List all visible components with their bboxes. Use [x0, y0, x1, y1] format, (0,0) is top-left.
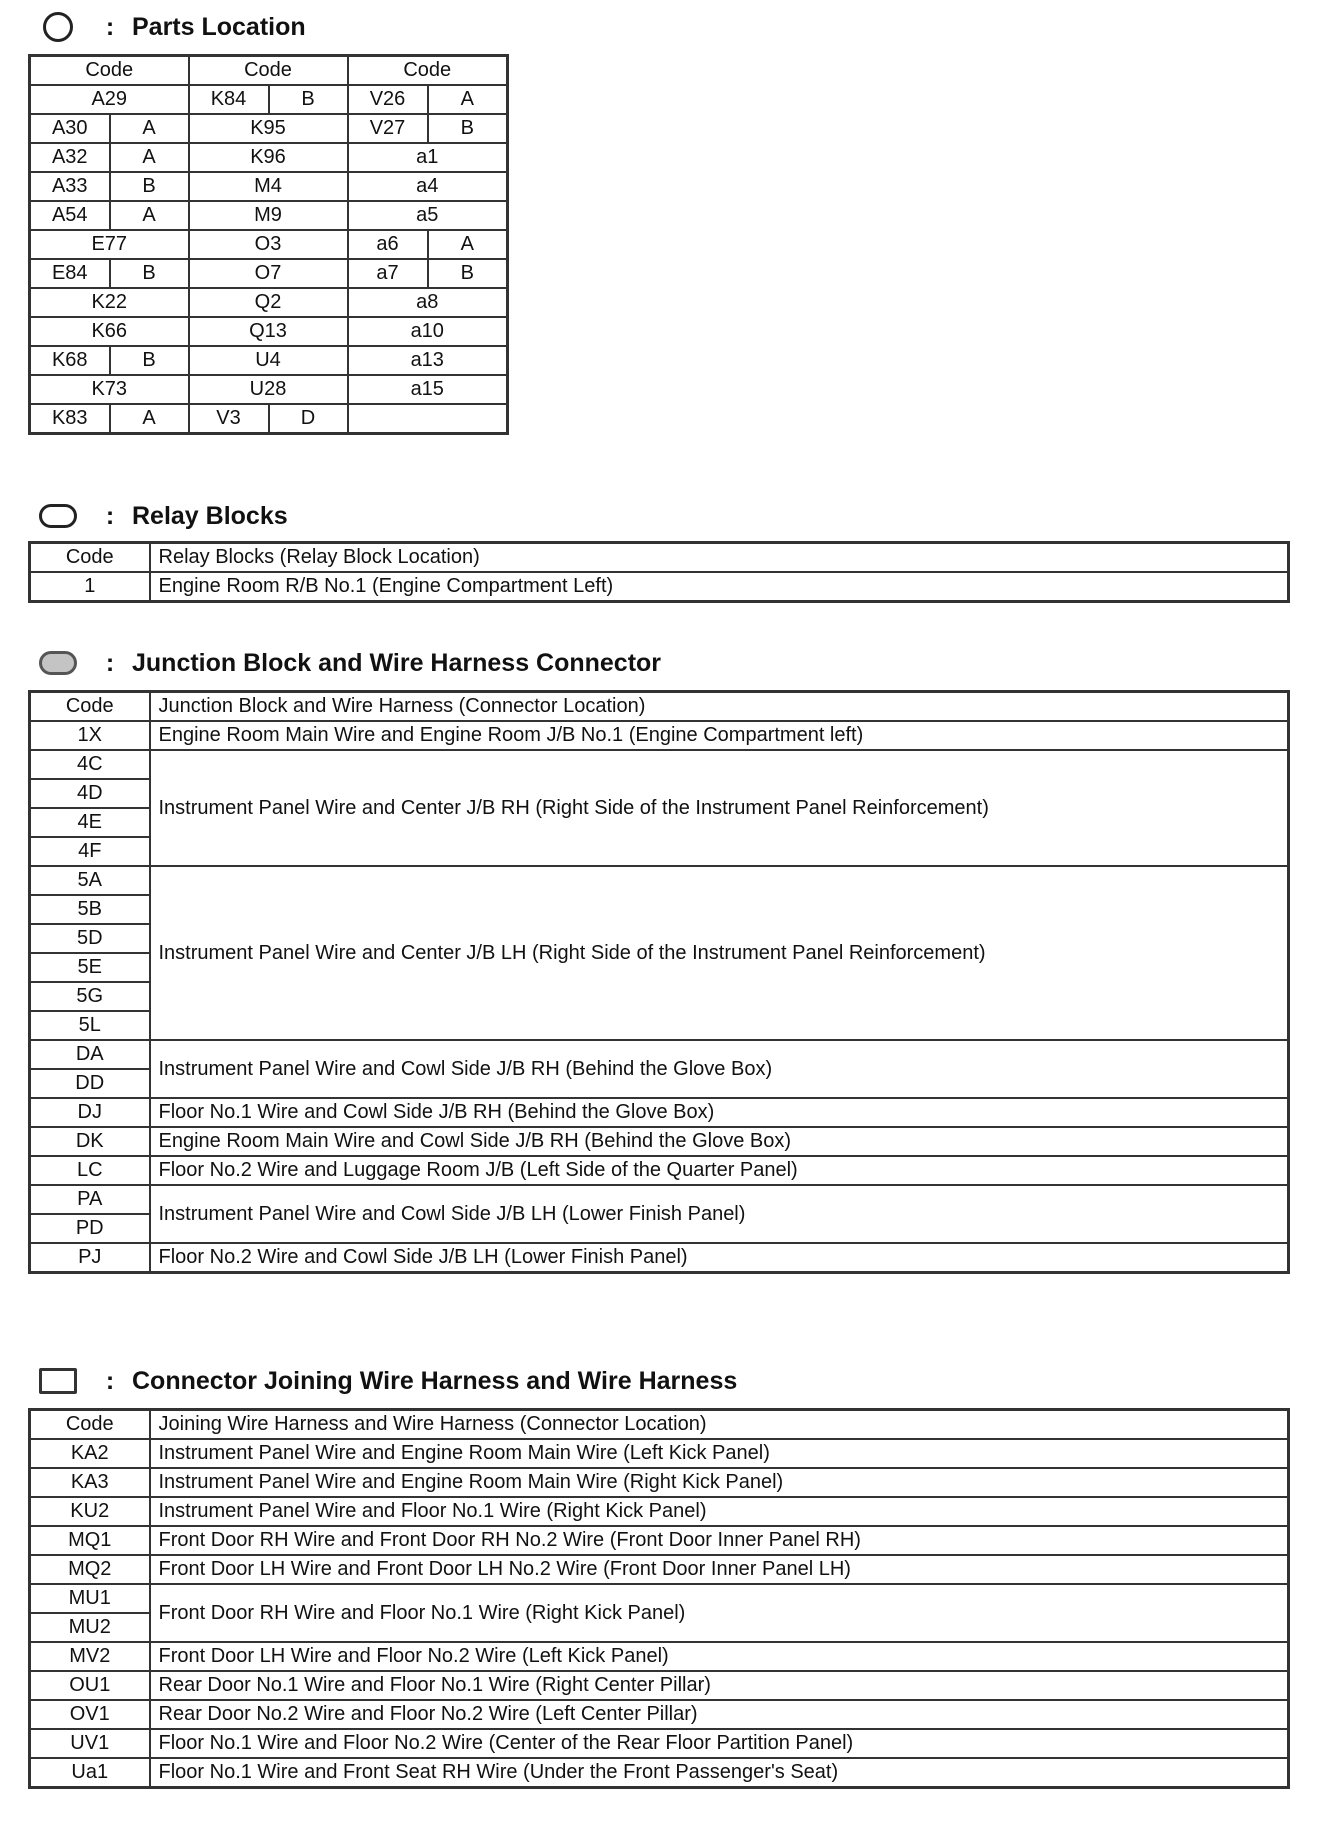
connector-code: 5A: [30, 866, 150, 895]
connector-description: Floor No.2 Wire and Cowl Side J/B LH (Lower Finish Panel): [150, 1243, 1289, 1273]
table-row: [30, 1127, 1289, 1156]
section-title: Relay Blocks: [132, 501, 288, 530]
connector-description: Front Door RH Wire and Front Door RH No.2 Wire (Front Door Inner Panel RH): [150, 1526, 1289, 1555]
table-row: [30, 230, 508, 259]
part-code: M4: [189, 172, 348, 201]
table-row: [30, 1468, 1289, 1497]
connector-code: DJ: [30, 1098, 150, 1127]
part-location-letter: A: [110, 201, 189, 230]
part-code: E77: [30, 230, 189, 259]
connector-description: Floor No.1 Wire and Front Seat RH Wire (Under the Front Passenger's Seat): [150, 1758, 1289, 1788]
connector-code: MU2: [30, 1613, 150, 1642]
table-row: [30, 346, 508, 375]
column-header-code: Code: [30, 543, 150, 573]
connector-description: Instrument Panel Wire and Engine Room Main Wire (Right Kick Panel): [150, 1468, 1289, 1497]
table-row: [30, 85, 508, 114]
connector-table: [28, 1408, 1290, 1789]
table-row: [30, 1642, 1289, 1671]
connector-description: Rear Door No.1 Wire and Floor No.1 Wire (Right Center Pillar): [150, 1671, 1289, 1700]
part-code: Q2: [189, 288, 348, 317]
part-code: K68: [30, 346, 110, 375]
connector-code: OV1: [30, 1700, 150, 1729]
junction-block-table: [28, 690, 1290, 1274]
part-code: K73: [30, 375, 189, 404]
relay-blocks-section: [28, 493, 1290, 603]
table-row: [30, 1671, 1289, 1700]
connector-section: [28, 1358, 1290, 1789]
table-row: [30, 172, 508, 201]
part-code: a5: [348, 201, 508, 230]
connector-description: Floor No.2 Wire and Luggage Room J/B (Left Side of the Quarter Panel): [150, 1156, 1289, 1185]
connector-code: MQ2: [30, 1555, 150, 1584]
connector-description: Instrument Panel Wire and Center J/B LH (Right Side of the Instrument Panel Reinforcement): [150, 866, 1289, 1040]
section-title: Junction Block and Wire Harness Connector: [132, 648, 662, 677]
part-code: a10: [348, 317, 508, 346]
connector-description: Floor No.1 Wire and Cowl Side J/B RH (Behind the Glove Box): [150, 1098, 1289, 1127]
table-row: [30, 1156, 1289, 1185]
connector-description: Engine Room R/B No.1 (Engine Compartment Left): [150, 572, 1289, 602]
shaded-oval-icon: [28, 651, 88, 675]
table-row: [30, 317, 508, 346]
connector-code: PD: [30, 1214, 150, 1243]
connector-code: 5E: [30, 953, 150, 982]
part-code: A29: [30, 85, 189, 114]
connector-code: MU1: [30, 1584, 150, 1613]
connector-code: KA3: [30, 1468, 150, 1497]
part-location-letter: B: [269, 85, 348, 114]
part-code: A33: [30, 172, 110, 201]
table-row: [30, 572, 1289, 602]
part-code: A30: [30, 114, 110, 143]
connector-description: Engine Room Main Wire and Cowl Side J/B RH (Behind the Glove Box): [150, 1127, 1289, 1156]
connector-code: 5G: [30, 982, 150, 1011]
connector-code: PA: [30, 1185, 150, 1214]
section-title: Parts Location: [132, 12, 306, 41]
connector-code: 1: [30, 572, 150, 602]
column-header-description: Junction Block and Wire Harness (Connector Location): [150, 692, 1289, 722]
part-code: a6: [348, 230, 428, 259]
connector-code: KA2: [30, 1439, 150, 1468]
part-code: a15: [348, 375, 508, 404]
circle-icon: [28, 12, 88, 42]
connector-description: Engine Room Main Wire and Engine Room J/B No.1 (Engine Compartment left): [150, 721, 1289, 750]
connector-description: Instrument Panel Wire and Engine Room Main Wire (Left Kick Panel): [150, 1439, 1289, 1468]
connector-code: 5D: [30, 924, 150, 953]
junction-block-heading: : Junction Block and Wire Harness Connector: [28, 640, 1290, 686]
column-header-code: Code: [30, 1410, 150, 1440]
connector-code: DA: [30, 1040, 150, 1069]
part-location-letter: B: [428, 259, 508, 288]
connector-description: Instrument Panel Wire and Center J/B RH (Right Side of the Instrument Panel Reinforcement): [150, 750, 1289, 866]
part-code: [348, 404, 508, 434]
part-location-letter: B: [428, 114, 508, 143]
table-row: [30, 375, 508, 404]
part-location-letter: B: [110, 259, 189, 288]
connector-description: Rear Door No.2 Wire and Floor No.2 Wire (Left Center Pillar): [150, 1700, 1289, 1729]
part-code: Q13: [189, 317, 348, 346]
part-location-letter: A: [110, 114, 189, 143]
connector-description: Floor No.1 Wire and Floor No.2 Wire (Center of the Rear Floor Partition Panel): [150, 1729, 1289, 1758]
column-header-code: Code: [30, 692, 150, 722]
header-row: [30, 543, 1289, 573]
connector-description: Front Door LH Wire and Floor No.2 Wire (Left Kick Panel): [150, 1642, 1289, 1671]
connector-code: MV2: [30, 1642, 150, 1671]
part-code: K95: [189, 114, 348, 143]
section-title: Connector Joining Wire Harness and Wire Harness: [132, 1366, 738, 1395]
part-code: A54: [30, 201, 110, 230]
connector-code: UV1: [30, 1729, 150, 1758]
part-code: O7: [189, 259, 348, 288]
connector-code: 5L: [30, 1011, 150, 1040]
part-code: a4: [348, 172, 508, 201]
table-row: [30, 143, 508, 172]
table-row: [30, 1700, 1289, 1729]
part-code: U4: [189, 346, 348, 375]
column-header-description: Joining Wire Harness and Wire Harness (Connector Location): [150, 1410, 1289, 1440]
table-row: [30, 201, 508, 230]
header-row: [30, 56, 508, 86]
part-code: M9: [189, 201, 348, 230]
junction-block-section: [28, 640, 1290, 1274]
column-header: Code: [189, 56, 348, 86]
column-header-description: Relay Blocks (Relay Block Location): [150, 543, 1289, 573]
relay-blocks-heading: : Relay Blocks: [28, 493, 1290, 539]
connector-description: Instrument Panel Wire and Cowl Side J/B LH (Lower Finish Panel): [150, 1185, 1289, 1243]
table-row: [30, 866, 1289, 895]
table-row: [30, 288, 508, 317]
connector-code: 4E: [30, 808, 150, 837]
table-row: [30, 1439, 1289, 1468]
table-row: [30, 1243, 1289, 1273]
part-location-letter: D: [269, 404, 348, 434]
header-row: [30, 1410, 1289, 1440]
part-location-letter: B: [110, 172, 189, 201]
connector-code: 5B: [30, 895, 150, 924]
parts-location-heading: : Parts Location: [28, 4, 509, 50]
relay-blocks-table: [28, 541, 1290, 603]
table-row: [30, 114, 508, 143]
part-location-letter: A: [428, 85, 508, 114]
part-code: K83: [30, 404, 110, 434]
connector-code: KU2: [30, 1497, 150, 1526]
connector-code: DK: [30, 1127, 150, 1156]
table-row: [30, 1526, 1289, 1555]
part-code: a1: [348, 143, 508, 172]
connector-code: 1X: [30, 721, 150, 750]
part-code: K96: [189, 143, 348, 172]
connector-description: Front Door RH Wire and Floor No.1 Wire (Right Kick Panel): [150, 1584, 1289, 1642]
table-row: [30, 1497, 1289, 1526]
table-row: [30, 1185, 1289, 1214]
part-location-letter: A: [110, 143, 189, 172]
connector-code: MQ1: [30, 1526, 150, 1555]
connector-code: OU1: [30, 1671, 150, 1700]
parts-location-table: [28, 54, 509, 435]
part-location-letter: A: [428, 230, 508, 259]
table-row: [30, 1555, 1289, 1584]
rectangle-icon: [28, 1368, 88, 1394]
part-code: K22: [30, 288, 189, 317]
table-row: [30, 1584, 1289, 1613]
table-row: [30, 1729, 1289, 1758]
connector-code: 4D: [30, 779, 150, 808]
part-code: A32: [30, 143, 110, 172]
part-location-letter: B: [110, 346, 189, 375]
table-row: [30, 1098, 1289, 1127]
part-code: U28: [189, 375, 348, 404]
header-row: [30, 692, 1289, 722]
table-row: [30, 750, 1289, 779]
part-code: E84: [30, 259, 110, 288]
table-row: [30, 404, 508, 434]
connector-code: 4F: [30, 837, 150, 866]
connector-description: Instrument Panel Wire and Cowl Side J/B RH (Behind the Glove Box): [150, 1040, 1289, 1098]
table-row: [30, 1758, 1289, 1788]
part-code: a13: [348, 346, 508, 375]
column-header: Code: [348, 56, 508, 86]
connector-code: Ua1: [30, 1758, 150, 1788]
column-header: Code: [30, 56, 189, 86]
connector-heading: : Connector Joining Wire Harness and Wire Harness: [28, 1358, 1290, 1404]
table-row: [30, 1040, 1289, 1069]
table-row: [30, 259, 508, 288]
part-code: K84: [189, 85, 269, 114]
part-code: a7: [348, 259, 428, 288]
connector-code: 4C: [30, 750, 150, 779]
connector-code: LC: [30, 1156, 150, 1185]
part-code: K66: [30, 317, 189, 346]
parts-location-section: [28, 4, 509, 435]
part-code: V3: [189, 404, 269, 434]
part-code: a8: [348, 288, 508, 317]
part-code: V26: [348, 85, 428, 114]
part-location-letter: A: [110, 404, 189, 434]
connector-code: DD: [30, 1069, 150, 1098]
connector-description: Front Door LH Wire and Front Door LH No.2 Wire (Front Door Inner Panel LH): [150, 1555, 1289, 1584]
part-code: V27: [348, 114, 428, 143]
part-code: O3: [189, 230, 348, 259]
oval-icon: [28, 504, 88, 528]
connector-description: Instrument Panel Wire and Floor No.1 Wire (Right Kick Panel): [150, 1497, 1289, 1526]
connector-code: PJ: [30, 1243, 150, 1273]
table-row: [30, 721, 1289, 750]
